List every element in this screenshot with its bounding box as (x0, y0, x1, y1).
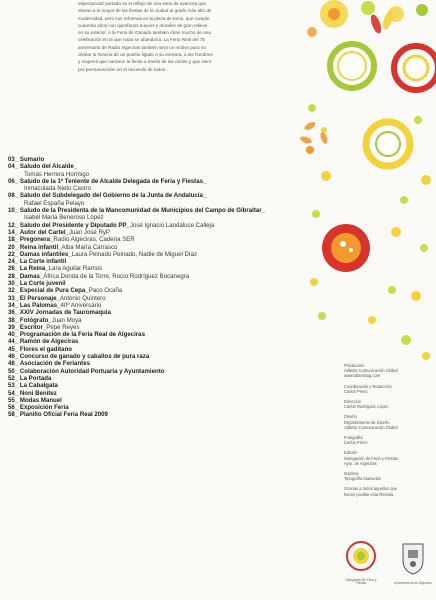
toc-page-number: 10_ (8, 207, 19, 215)
toc-entry[interactable] (8, 360, 308, 367)
toc-title: La Corte juvenil (19, 280, 66, 288)
credit-value: Ayto. de Algeciras (344, 460, 377, 466)
toc-title: Sumario (19, 156, 45, 163)
toc-subtitle: Juan Moya (51, 316, 82, 324)
credit-label: Coordinación y Redacción (344, 383, 392, 389)
toc-page-number: 39_ (8, 323, 19, 331)
feria-logo (340, 540, 382, 584)
toc-subtitle: Radio Algeciras, Cadena SER (53, 236, 135, 244)
toc-title: Autor del Cartel_ (19, 228, 69, 236)
toc-title: Saludo del Subdelegado del Gobierno de la Junta de Andalucía_ (19, 192, 207, 200)
toc-page-number: 30_ (8, 280, 19, 288)
toc-subtitle: Alba María Carrasco (61, 243, 118, 251)
toc-page-number: 55_ (8, 396, 19, 404)
credit-label: Producción (344, 363, 365, 368)
toc-entry[interactable] (8, 324, 308, 331)
toc-title: Especial de Pura Cepa_ (19, 287, 89, 295)
toc-page-number: 46_ (8, 353, 19, 361)
toc-page-number: 44_ (8, 338, 19, 346)
credit-label: Edición (344, 450, 358, 456)
toc-title: Ramón de Algeciras (19, 338, 79, 346)
toc-entry[interactable] (8, 353, 308, 360)
toc-entry[interactable] (8, 317, 308, 324)
toc-page-number: 28_ (8, 272, 19, 280)
toc-title: Las Palomas_ (19, 301, 61, 309)
toc-page-number: 08_ (8, 192, 19, 200)
toc-title: Saludo del Presidente y Diputado PP_ (19, 221, 130, 229)
toc-title: Flores el gaditano (19, 345, 73, 353)
intro-paragraph (78, 0, 290, 73)
toc-subtitle: José Ignacio Landaluce Calleja (129, 221, 215, 229)
credit-item (344, 384, 434, 394)
toc-entry[interactable] (8, 251, 308, 258)
toc-page-number: 40_ (8, 331, 19, 339)
toc-subtitle: Lara Aguilar Ramos (48, 265, 103, 273)
credit-label: Diseño (344, 414, 357, 420)
ring-circles (322, 44, 436, 272)
toc-subtitle: Paco Ocaña (88, 287, 123, 295)
credit-label: Imprime (344, 471, 359, 477)
credit-item (344, 363, 434, 379)
toc-page-number: 03_ (8, 156, 19, 163)
toc-subtitle: Antonio Quintero (59, 294, 106, 302)
credit-value: Carlos Pérez (344, 388, 368, 394)
toc-title: Escritor_ (19, 323, 47, 331)
credit-value: Atlántis Comunicación Global (344, 424, 398, 430)
toc-entry[interactable] (8, 390, 308, 397)
toc-author: Tomás Herrera Hormigo (24, 170, 90, 178)
toc-page-number: 26_ (8, 265, 19, 273)
toc-page-number: 38_ (8, 316, 19, 324)
toc-page-number: 50_ (8, 367, 19, 375)
floral-decoration (296, 0, 436, 370)
toc-entry[interactable] (8, 229, 308, 236)
toc-title: La Reina_ (19, 265, 49, 273)
toc-title: El Personaje_ (19, 294, 60, 302)
toc-author: Isabel María Beneroso López (24, 214, 104, 222)
toc-title: Reina infantil_ (19, 243, 62, 251)
intro-line: en su exterior, o la Feria de Ganado también diran mucho de una (78, 30, 211, 36)
credit-value: Atlántis Comunicación Global (344, 368, 398, 374)
toc-entry[interactable] (8, 411, 308, 418)
toc-title: XXIV Jornadas de Tauromaquia (19, 309, 111, 317)
toc-page-number: 58_ (8, 411, 19, 419)
intro-line: espectacular portada es el reflejo de una serie de avances que (78, 1, 206, 6)
credit-value: Tipografía Mazuelas (344, 476, 381, 482)
credits-block (344, 363, 434, 502)
toc-entry[interactable] (8, 295, 308, 302)
toc-page-number: 52_ (8, 374, 19, 382)
toc-page-number: 18_ (8, 236, 19, 244)
toc-entry[interactable] (8, 338, 308, 345)
toc-entry[interactable] (8, 404, 308, 411)
toc-page-number: 53_ (8, 382, 19, 390)
toc-entry[interactable] (8, 346, 308, 353)
toc-page-number: 54_ (8, 389, 19, 397)
credit-value: Gracias a todos aquellos que (344, 486, 398, 492)
toc-entry[interactable] (8, 302, 308, 309)
toc-entry[interactable] (8, 265, 308, 272)
toc-entry[interactable] (8, 397, 308, 404)
credit-value: Carlos Pérez (344, 440, 368, 446)
toc-title: Noni Benítez (19, 389, 57, 397)
credit-value: Carlos Rodríguez López (344, 404, 389, 410)
feria-logo-icon (340, 540, 382, 576)
toc-entry[interactable] (8, 156, 308, 163)
toc-page-number: 20_ (8, 243, 19, 251)
credit-value: www.atlantisag.com (344, 373, 381, 379)
toc-entry[interactable] (8, 368, 308, 375)
crest-caption: Ayuntamiento de Algeciras (394, 581, 432, 586)
toc-page-number: 04_ (8, 163, 19, 171)
toc-author: Rafael España Pelayo (24, 199, 85, 207)
credit-item (344, 486, 434, 496)
toc-title: Concurso de ganado y caballos de pura raza (19, 353, 150, 361)
toc-subtitle: Pepe Reyes (46, 323, 80, 331)
toc-subtitle: Laura Peinado Peinado, Nadie de Miguel Díaz (71, 250, 198, 258)
credit-item (344, 399, 434, 409)
toc-page-number: 32_ (8, 287, 19, 295)
toc-entry[interactable] (8, 382, 308, 389)
intro-line: modernidad, pero sus reformas en la plaza de toros, que cumple (78, 15, 210, 21)
toc-entry[interactable] (8, 258, 308, 265)
flower-cluster-top (307, 0, 428, 37)
toc-title: La Cabalgata (19, 382, 58, 390)
credit-item (344, 435, 434, 445)
toc-page-number: 14_ (8, 228, 19, 236)
credit-item (344, 471, 434, 481)
toc-title: La Corte infantil (19, 258, 67, 266)
ayuntamiento-crest (392, 540, 434, 584)
toc-entry[interactable] (8, 163, 308, 178)
feria-logo-caption: Delegación de Feria y Fiestas (345, 577, 377, 586)
toc-entry[interactable] (8, 178, 308, 193)
toc-title: Fotógrafo_ (19, 316, 52, 324)
toc-page-number: 56_ (8, 404, 19, 412)
toc-entry[interactable] (8, 280, 308, 287)
toc-title: Saludo del Alcalde_ (19, 163, 78, 171)
toc-title: Damas infantiles_ (19, 250, 72, 258)
toc-page-number: 24_ (8, 258, 19, 266)
toc-entry[interactable] (8, 244, 308, 251)
crest-icon (392, 540, 434, 576)
toc-page-number: 33_ (8, 294, 19, 302)
credit-value: Departamento de Diseño (344, 419, 390, 425)
toc-page-number: 36_ (8, 309, 19, 317)
toc-title: La Portada (19, 374, 52, 382)
toc-subtitle: 40º Aniversario (60, 301, 102, 309)
credit-item (344, 450, 434, 466)
toc-title: Modas Manuel (19, 396, 62, 404)
toc-title: Exposición Feria (19, 404, 69, 412)
sponsor-logos (340, 540, 436, 590)
toc-title: Damas_ (19, 272, 44, 280)
intro-line: elevan a la mayor de las fiestas de la ciudad al grado más alto de (78, 8, 212, 14)
toc-page-number: 12_ (8, 221, 19, 229)
toc-entry[interactable] (8, 192, 308, 207)
toc-author: Inmaculada Nieto Castro (24, 185, 92, 193)
toc-title: Asociación de Feriantes (19, 360, 90, 368)
credit-value: hacen posible esta Revista. (344, 491, 395, 497)
toc-entry[interactable] (8, 375, 308, 382)
toc-title: Saludo de la Presidenta de la Mancomunidad de Municipios del Campo de Gibraltar_ (19, 207, 266, 215)
toc-page-number: 06_ (8, 177, 19, 185)
toc-subtitle: África Donda de la Torre, Rocío Rodríguez Bocanegra (43, 272, 190, 280)
credit-label: Dirección (344, 399, 362, 405)
intro-line: aniversario de Radio Algeciras también será un motivo para no (78, 44, 206, 50)
toc-page-number: 48_ (8, 360, 19, 368)
credit-item (344, 414, 434, 430)
toc-subtitle: Juan José RyP (68, 228, 110, 236)
toc-entry[interactable] (8, 273, 308, 280)
toc-entry[interactable] (8, 207, 308, 222)
intro-line: pre permanecerán en el recuerdo de todos. (78, 66, 167, 72)
toc-entry[interactable] (8, 331, 308, 338)
toc-entry[interactable] (8, 222, 308, 229)
toc-entry[interactable] (8, 309, 308, 316)
toc-title: Programación de la Feria Real de Algeciras (19, 331, 145, 339)
toc-entry[interactable] (8, 236, 308, 243)
credit-label: Fotografía (344, 435, 363, 441)
toc-title: Colaboración Autoridad Portuaria y Ayuntamiento (19, 367, 165, 375)
table-of-contents (8, 156, 308, 419)
intro-line: cuarenta años con quirófanos nuevos y murales de gran relieve (78, 22, 208, 28)
intro-line: y mujeres que narraron la fiesta a través de las ondas y que siem- (78, 59, 213, 65)
toc-entry[interactable] (8, 287, 308, 294)
toc-page-number: 34_ (8, 301, 19, 309)
toc-page-number: 22_ (8, 250, 19, 258)
credit-value: Delegación de Feria y Fiestas (344, 455, 399, 461)
toc-page-number: 45_ (8, 345, 19, 353)
intro-line: olvidar la historia de un pueblo ligado a su emisora, a los hombres (78, 52, 213, 58)
toc-title: Pregonera_ (19, 236, 54, 244)
intro-line: celebración en la que nada se abandona. La Feria Real del 75 (78, 37, 205, 43)
toc-title: Planillo Oficial Feria Real 2009 (19, 411, 108, 419)
toc-title: Saludo de la 1ª Teniente de Alcalde Delegada de Feria y Fiestas_ (19, 177, 207, 185)
